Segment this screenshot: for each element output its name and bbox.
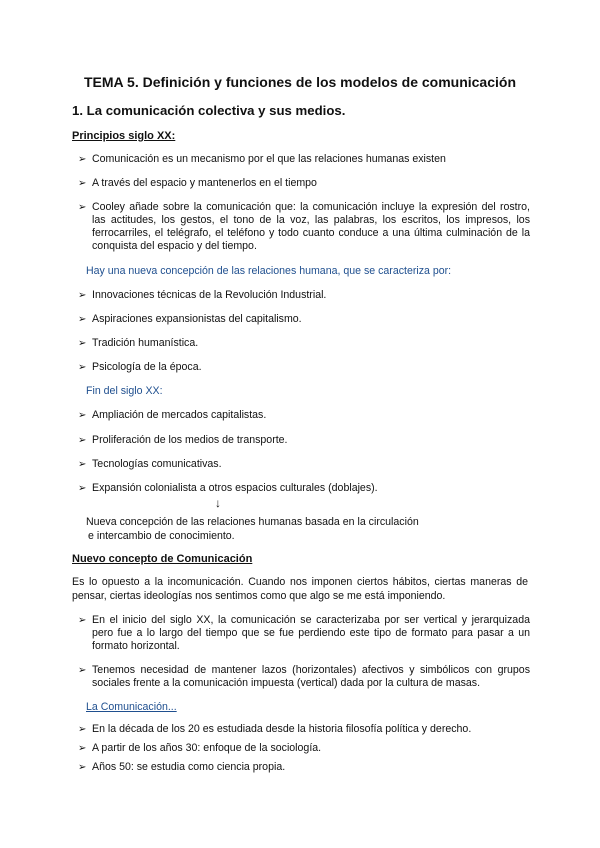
bullet-arrow-icon: ➢: [78, 615, 87, 626]
bullet-arrow-icon: ➢: [78, 202, 87, 213]
bullet-arrow-icon: ➢: [78, 724, 87, 735]
page-title: TEMA 5. Definición y funciones de los modelos de comunicación: [84, 74, 516, 90]
subheading-nuevo-concepto: Nuevo concepto de Comunicación: [72, 553, 253, 565]
list-item: ➢ Aspiraciones expansionistas del capitalismo.: [78, 313, 302, 325]
subheading-principios: Principios siglo XX:: [72, 130, 176, 142]
list-item: ➢ Psicología de la época.: [78, 361, 202, 373]
bullet-arrow-icon: ➢: [78, 178, 87, 189]
list-item: ➢ Cooley añade sobre la comunicación que: la comunicación incluye la expresión del rostro, las actitudes, los gestos, el tono de la voz, las palabras, los escritos, los impresos, los ferrocarriles, el telégrafo, el teléfono y todo cuanto conduce a una última culminación de la conquista del espacio y del tiempo.: [78, 201, 530, 252]
paragraph: Es lo opuesto a la incomunicación. Cuando nos imponen ciertos hábitos, ciertas maneras de pensar, ciertas ideologías nos sentimos como que algo se me está imponiendo.: [72, 576, 528, 602]
section-heading: 1. La comunicación colectiva y sus medios.: [72, 103, 346, 118]
list-item: ➢ Ampliación de mercados capitalistas.: [78, 409, 267, 421]
note-nueva-concepcion: Hay una nueva concepción de las relaciones humana, que se caracteriza por:: [86, 265, 452, 277]
conclusion-line: e intercambio de conocimiento.: [88, 530, 235, 542]
bullet-arrow-icon: ➢: [78, 743, 87, 754]
bullet-arrow-icon: ➢: [78, 154, 87, 165]
list-item: ➢ Tenemos necesidad de mantener lazos (horizontales) afectivos y simbólicos con grupos sociales frente a la comunicación impuesta (vertical) dada por la cultura de masas.: [78, 664, 530, 689]
bullet-arrow-icon: ➢: [78, 483, 87, 494]
list-item: ➢ En la década de los 20 es estudiada desde la historia filosofía política y derecho.: [78, 723, 472, 735]
list-item: ➢ A partir de los años 30: enfoque de la sociología.: [78, 742, 322, 754]
list-item: ➢ Tradición humanística.: [78, 337, 199, 349]
bullet-arrow-icon: ➢: [78, 410, 87, 421]
bullet-arrow-icon: ➢: [78, 314, 87, 325]
list-item: ➢ Innovaciones técnicas de la Revolución Industrial.: [78, 289, 327, 301]
list-item: ➢ A través del espacio y mantenerlos en el tiempo: [78, 177, 317, 189]
bullet-arrow-icon: ➢: [78, 665, 87, 676]
bullet-arrow-icon: ➢: [78, 435, 87, 446]
bullet-arrow-icon: ➢: [78, 338, 87, 349]
bullet-arrow-icon: ➢: [78, 762, 87, 773]
bullet-arrow-icon: ➢: [78, 290, 87, 301]
list-item: ➢ Tecnologías comunicativas.: [78, 458, 222, 470]
list-item: ➢ En el inicio del siglo XX, la comunicación se caracterizaba por ser vertical y jerarquizada pero fue a lo largo del tiempo que se fue perdiendo este tipo de formato para pasar a un formato horizontal.: [78, 614, 530, 652]
list-item: ➢ Comunicación es un mecanismo por el que las relaciones humanas existen: [78, 153, 446, 165]
list-item: ➢ Expansión colonialista a otros espacios culturales (doblajes).: [78, 482, 378, 494]
bullet-arrow-icon: ➢: [78, 362, 87, 373]
list-item: ➢ Años 50: se estudia como ciencia propia.: [78, 761, 286, 773]
note-la-comunicacion: La Comunicación...: [86, 701, 177, 713]
note-fin-siglo: Fin del siglo XX:: [86, 385, 163, 397]
down-arrow-icon: ↓: [215, 496, 221, 510]
bullet-arrow-icon: ➢: [78, 459, 87, 470]
list-item: ➢ Proliferación de los medios de transporte.: [78, 434, 288, 446]
conclusion-line: Nueva concepción de las relaciones humanas basada en la circulación: [86, 516, 419, 528]
